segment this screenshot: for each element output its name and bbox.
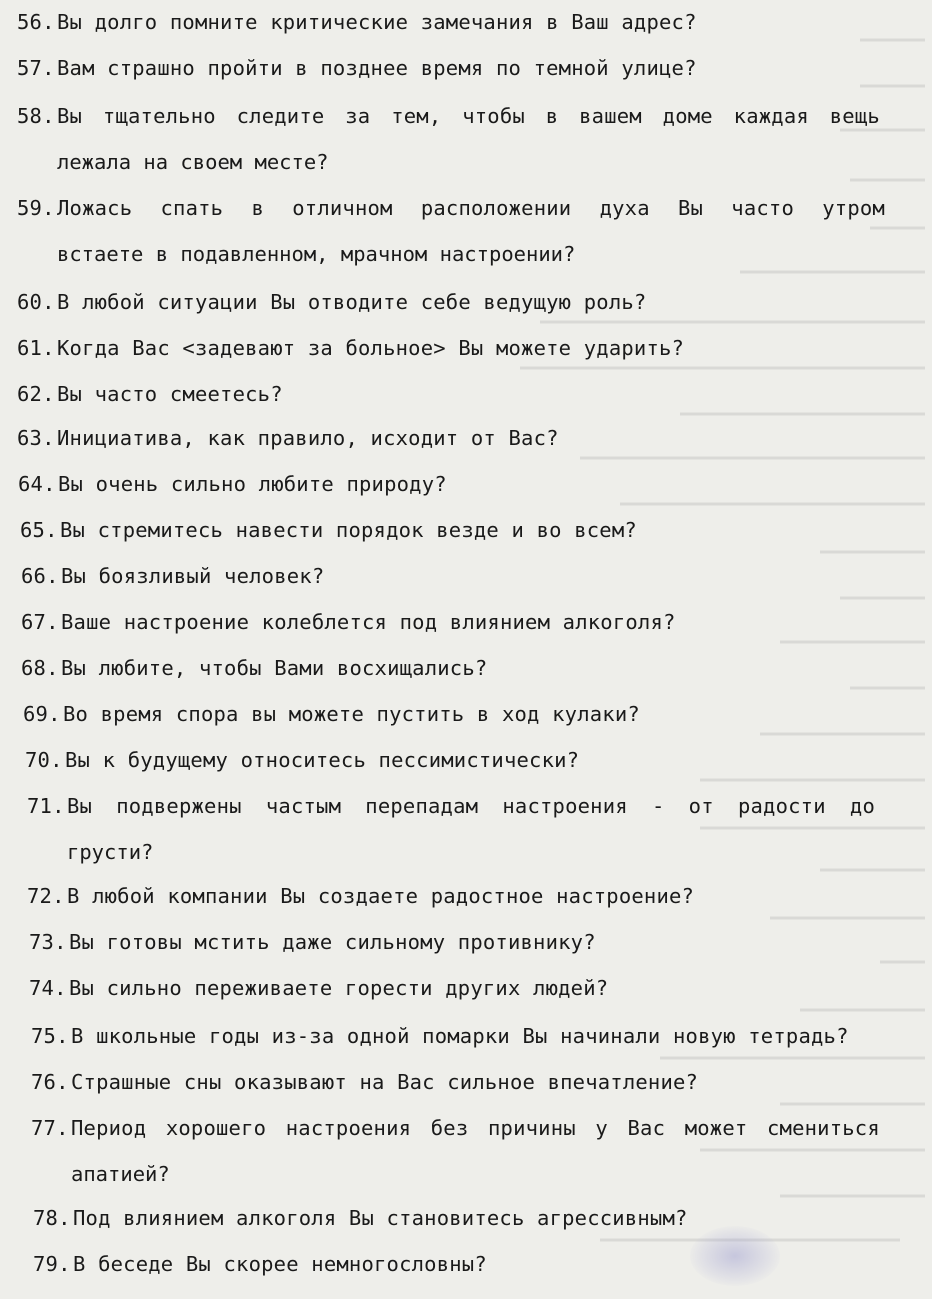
question-item (0, 328, 932, 368)
question-number: 57. (17, 56, 55, 80)
question-text: Вы очень сильно любите природу? (58, 472, 447, 496)
question-number: 74. (29, 976, 67, 1000)
question-number: 77. (31, 1116, 69, 1140)
question-text-continuation: встаете в подавленном, мрачном настроении? (57, 242, 576, 266)
question-number: 78. (33, 1206, 71, 1230)
question-item (0, 418, 932, 458)
question-text: Вам страшно пройти в позднее время по темной улице? (57, 56, 697, 80)
question-text: Вы готовы мстить даже сильному противнику? (69, 930, 596, 954)
question-item (0, 1198, 932, 1238)
question-text: Вы к будущему относитесь пессимистически? (65, 748, 580, 772)
question-text: Вы любите, чтобы Вами восхищались? (61, 656, 488, 680)
question-item (0, 1244, 932, 1284)
question-item (0, 740, 932, 780)
question-text: Когда Вас <задевают за больное> Вы можете ударить? (57, 336, 685, 360)
question-text: Инициатива, как правило, исходит от Вас? (57, 426, 559, 450)
question-number: 64. (18, 472, 56, 496)
question-number: 59. (17, 196, 55, 220)
question-number: 75. (31, 1024, 69, 1048)
question-text: В школьные годы из-за одной помарки Вы начинали новую тетрадь? (71, 1024, 849, 1048)
question-number: 67. (21, 610, 59, 634)
question-number: 61. (17, 336, 55, 360)
question-item (0, 786, 932, 826)
question-number: 62. (17, 382, 55, 406)
question-item (0, 922, 932, 962)
question-number: 71. (27, 794, 65, 818)
question-item (0, 282, 932, 322)
question-number: 69. (23, 702, 61, 726)
question-text: В беседе Вы скорее немногословны? (73, 1252, 487, 1276)
question-text: Вы стремитесь навести порядок везде и во всем? (60, 518, 637, 542)
question-text-continuation: грусти? (67, 840, 154, 864)
question-text: Ложась спать в отличном расположении духа Вы часто утром (57, 196, 885, 220)
question-number: 58. (17, 104, 55, 128)
question-text: Во время спора вы можете пустить в ход кулаки? (63, 702, 640, 726)
question-text: Вы сильно переживаете горести других людей? (69, 976, 609, 1000)
question-number: 65. (20, 518, 58, 542)
question-item (0, 602, 932, 642)
question-number: 79. (33, 1252, 71, 1276)
question-item (0, 48, 932, 88)
question-number: 70. (25, 748, 63, 772)
question-text: Страшные сны оказывают на Вас сильное впечатление? (71, 1070, 699, 1094)
question-text: Вы часто смеетесь? (57, 382, 283, 406)
question-text: Период хорошего настроения без причины у Вас может смениться (71, 1116, 880, 1140)
question-text: Вы долго помните критические замечания в Ваш адрес? (57, 10, 697, 34)
question-item (0, 648, 932, 688)
question-number: 68. (21, 656, 59, 680)
question-item (0, 2, 932, 42)
question-text: В любой ситуации Вы отводите себе ведущую роль? (57, 290, 647, 314)
question-number: 60. (17, 290, 55, 314)
question-number: 72. (27, 884, 65, 908)
question-item (0, 96, 932, 136)
question-item (0, 556, 932, 596)
question-item (0, 694, 932, 734)
question-text: Вы тщательно следите за тем, чтобы в вашем доме каждая вещь (57, 104, 880, 128)
question-text: Под влиянием алкоголя Вы становитесь агрессивным? (73, 1206, 688, 1230)
question-number: 76. (31, 1070, 69, 1094)
question-number: 56. (17, 10, 55, 34)
question-number: 73. (29, 930, 67, 954)
question-text-continuation: лежала на своем месте? (57, 150, 329, 174)
question-item (0, 464, 932, 504)
question-number: 63. (17, 426, 55, 450)
question-item (0, 188, 932, 228)
question-item (0, 1016, 932, 1056)
question-text: Ваше настроение колеблется под влиянием алкоголя? (61, 610, 676, 634)
question-number: 66. (21, 564, 59, 588)
question-item (0, 510, 932, 550)
question-text: Вы подвержены частым перепадам настроения - от радости до (67, 794, 875, 818)
question-item (0, 1062, 932, 1102)
question-item (0, 374, 932, 414)
question-item (0, 968, 932, 1008)
question-item (0, 876, 932, 916)
question-item (0, 1108, 932, 1148)
question-text: В любой компании Вы создаете радостное настроение? (67, 884, 695, 908)
question-text: Вы боязливый человек? (61, 564, 325, 588)
question-text-continuation: апатией? (71, 1162, 170, 1186)
